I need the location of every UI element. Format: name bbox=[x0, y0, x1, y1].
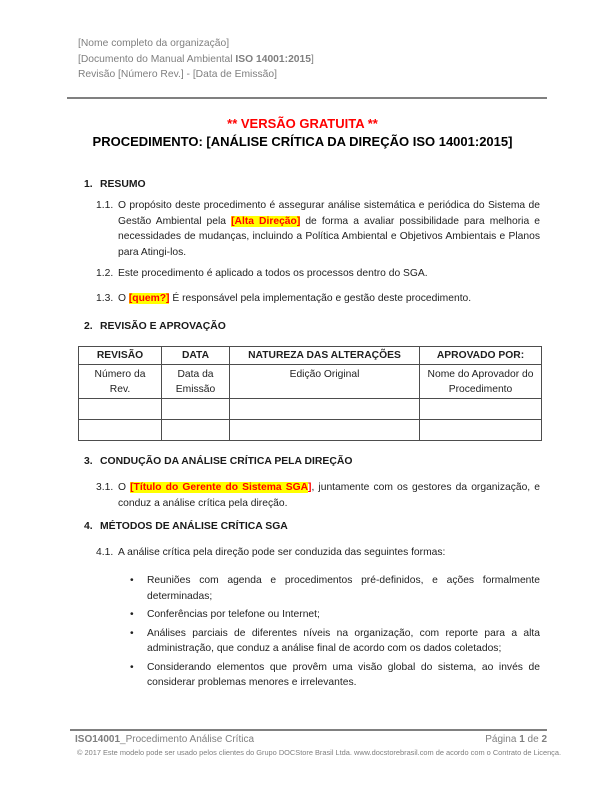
list-item-text: Conferências por telefone ou Internet; bbox=[147, 609, 320, 620]
clause-text: Este procedimento é aplicado a todos os processos dentro do SGA. bbox=[118, 268, 428, 279]
document-footer bbox=[70, 729, 562, 757]
section-title: REVISÃO E APROVAÇÃO bbox=[100, 321, 226, 332]
clause-number: 1.1. bbox=[96, 200, 114, 211]
list-item-text: Reuniões com agenda e procedimentos pré-definidos, e ações formalmente determinadas; bbox=[147, 575, 540, 602]
clause-number: 4.1. bbox=[96, 547, 114, 558]
list-item bbox=[130, 660, 540, 691]
list-item-text: Análises parciais de diferentes níveis na organização, com reporte para a alta administração, que conduz a análise final de acordo com os dados coletados; bbox=[147, 627, 540, 654]
footer-doc-code: ISO14001 bbox=[75, 734, 121, 745]
bullet-icon: • bbox=[130, 575, 134, 586]
clause-text bbox=[118, 480, 540, 511]
free-version-banner: ** VERSÃO GRATUITA ** bbox=[227, 116, 378, 131]
footer-divider bbox=[70, 729, 547, 731]
section-number: 1. bbox=[84, 179, 93, 190]
clause-text-before: O propósito deste procedimento é assegurar análise sistemática e periódica do Sistema de Gestão Ambiental pela bbox=[118, 200, 540, 227]
cell-empty bbox=[230, 399, 420, 420]
section-heading-conducao bbox=[84, 456, 352, 467]
section-number: 3. bbox=[84, 456, 93, 467]
page-of-label: de bbox=[524, 734, 542, 745]
cell-empty bbox=[420, 420, 542, 441]
column-header-aprovado: APROVADO POR: bbox=[420, 347, 542, 365]
cell-empty bbox=[162, 420, 230, 441]
section-heading-resumo bbox=[84, 179, 146, 190]
cell-empty bbox=[79, 399, 162, 420]
cell-empty bbox=[420, 399, 542, 420]
cell-empty bbox=[162, 399, 230, 420]
page-label: Página bbox=[485, 734, 520, 745]
section-title: RESUMO bbox=[100, 179, 146, 190]
clause-text bbox=[118, 198, 540, 261]
revision-date-line: Revisão [Número Rev.] - [Data de Emissão] bbox=[78, 69, 277, 81]
section-title: MÉTODOS DE ANÁLISE CRÍTICA SGA bbox=[100, 521, 288, 532]
table-row bbox=[79, 420, 542, 441]
cell-issue-date: Data da Emissão bbox=[162, 365, 230, 399]
revision-approval-table bbox=[78, 346, 542, 441]
section-title: CONDUÇÃO DA ANÁLISE CRÍTICA PELA DIREÇÃO bbox=[100, 456, 353, 467]
table-row bbox=[79, 399, 542, 420]
clause-1-3 bbox=[96, 291, 540, 307]
clause-number: 3.1. bbox=[96, 482, 114, 493]
clause-4-1 bbox=[96, 545, 540, 561]
clause-text-before: O bbox=[118, 482, 131, 493]
column-header-data: DATA bbox=[162, 347, 230, 365]
clause-text bbox=[118, 291, 540, 307]
page-title: PROCEDIMENTO: [ANÁLISE CRÍTICA DA DIREÇÃO ISO 14001:2015] bbox=[92, 134, 513, 149]
footer-meta-line bbox=[70, 734, 547, 745]
section-heading-metodos bbox=[84, 521, 288, 532]
page-current: 1 bbox=[519, 734, 525, 745]
bullet-icon: • bbox=[130, 661, 134, 673]
clause-3-1 bbox=[96, 480, 540, 511]
manual-document-prefix: [Documento do Manual Ambiental bbox=[78, 53, 236, 65]
header-divider bbox=[67, 97, 547, 99]
clause-1-1 bbox=[96, 198, 540, 261]
table-header-row bbox=[79, 347, 542, 365]
placeholder-alta-direcao: [Alta Direção] bbox=[231, 215, 301, 227]
cell-revision-number: Número da Rev. bbox=[79, 365, 162, 399]
manual-document-suffix: ] bbox=[310, 53, 314, 65]
clause-text: A análise crítica pela direção pode ser conduzida das seguintes formas: bbox=[118, 547, 446, 558]
section-number: 4. bbox=[84, 521, 93, 532]
list-item bbox=[130, 573, 540, 604]
section-number: 2. bbox=[84, 321, 93, 332]
list-item bbox=[130, 626, 540, 657]
page-number-indicator bbox=[485, 734, 547, 745]
bullet-icon: • bbox=[130, 609, 134, 620]
section-heading-revisao bbox=[84, 321, 226, 332]
cell-empty bbox=[230, 420, 420, 441]
footer-document-id bbox=[75, 734, 254, 745]
footer-doc-name: _Procedimento Análise Crítica bbox=[120, 734, 255, 745]
review-methods-list bbox=[130, 573, 540, 694]
table-row bbox=[79, 365, 542, 399]
organization-name-line: [Nome completo da organização] bbox=[78, 38, 230, 49]
iso-standard-label: ISO 14001:2015 bbox=[235, 53, 311, 65]
clause-number: 1.2. bbox=[96, 268, 114, 279]
list-item-text: Considerando elementos que provêm uma visão global do sistema, ao invés de considerar problemas menores e irrelevantes. bbox=[147, 661, 540, 688]
placeholder-closing-bracket: ] bbox=[308, 482, 312, 493]
clause-text-before: O bbox=[118, 293, 129, 304]
bullet-icon: • bbox=[130, 627, 134, 639]
document-letterhead bbox=[78, 36, 314, 83]
list-item bbox=[130, 607, 540, 623]
clause-text-after: de forma a avaliar possibilidade para melhoria e necessidades de mudanças, incluindo a Política Ambiental e Objetivos Ambientais e Planos para Atingi-los. bbox=[118, 215, 540, 259]
page-total: 2 bbox=[541, 734, 547, 745]
clause-1-2 bbox=[96, 266, 540, 282]
clause-number: 1.3. bbox=[96, 293, 114, 304]
copyright-notice: © 2017 Este modelo pode ser usado pelos clientes do Grupo DOCStore Brasil Ltda. www.docstorebrasil.com de acordo com o Contrato de Licença. bbox=[77, 748, 562, 757]
placeholder-quem: [quem?] bbox=[128, 293, 170, 304]
placeholder-gerente-sga: [Título do Gerente do Sistema SGA bbox=[130, 482, 309, 493]
clause-text-after: É responsável pela implementação e gestão deste procedimento. bbox=[169, 293, 472, 304]
column-header-natureza: NATUREZA DAS ALTERAÇÕES bbox=[230, 347, 420, 365]
manual-document-line bbox=[78, 52, 314, 68]
cell-approver-name: Nome do Aprovador do Procedimento bbox=[420, 365, 542, 399]
clause-text-after: , juntamente com os gestores da organização, e conduz a análise crítica pela direção. bbox=[118, 482, 540, 509]
cell-empty bbox=[79, 420, 162, 441]
column-header-revisao: REVISÃO bbox=[79, 347, 162, 365]
cell-change-nature: Edição Original bbox=[230, 365, 420, 399]
